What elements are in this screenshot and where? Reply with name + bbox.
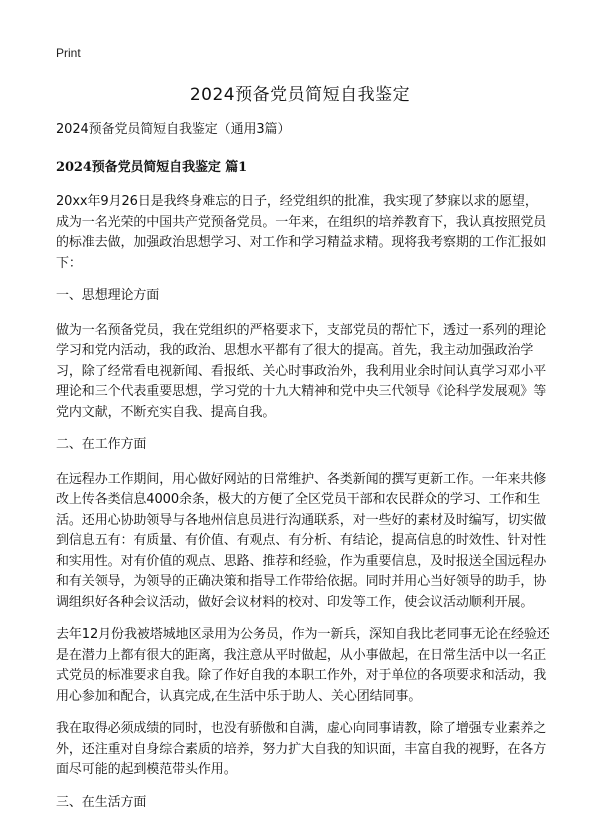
paragraph-work-achievements: 我在取得必须成绩的同时，也没有骄傲和自满，虚心向同事请教，除了增强专业素养之外，还注重对自身综合素质的培养，努力扩大自我的知识面，丰富自我的视野，在各方面尽可能的起到模范带头作用。 [56, 721, 547, 777]
subheading-life: 三、在生活方面 [56, 794, 147, 810]
page-title: 2024预备党员简短自我鉴定 [189, 85, 411, 105]
section-heading: 2024预备党员简短自我鉴定 篇1 [56, 159, 248, 175]
paragraph-thought-theory: 做为一名预备党员，我在党组织的严格要求下，支部党员的帮忙下，透过一系列的理论学习和党内活动，我的政治、思想水平都有了很大的提高。首先，我主动加强政治学习，除了经常看电视新闻、看报纸、关心时事政治外，我利用业余时间认真学习邓小平理论和三个代表重要思想，学习党的十九大精神和党中央三代领导《论科学发展观》等党内文献，不断充实自我、提高自我。 [56, 322, 547, 420]
print-link[interactable]: Print [56, 46, 81, 60]
paragraph-work-remote-office: 在远程办工作期间，用心做好网站的日常维护、各类新闻的撰写更新工作。一年来共修改上传各类信息4000余条，极大的方便了全区党员干部和农民群众的学习、工作和生活。还用心协助领导与各地州信息员进行沟通联系，对一些好的素材及时编写，切实做到信息五有：有质量、有价值、有观点、有分析、有结论，提高信息的时效性、针对性和实用性。对有价值的观点、思路、推荐和经验，作为重要信息，及时报送全国远程办和有关领导，为领导的正确决策和指导工作带给依据。同时并用心当好领导的助手，协调组织好各种会议活动，做好会议材料的校对、印发等工作，使会议活动顺利开展。 [56, 471, 547, 610]
paragraph-work-civil-servant: 去年12月份我被塔城地区录用为公务员，作为一新兵，深知自我比老同事无论在经验还是在潜力上都有很大的距离，我注意从平时做起，从小事做起，在日常生活中以一名正式党员的标准要求自我。除了作好自我的本职工作外，对于单位的各项要求和活动，我用心参加和配合，认真完成,在生活中乐于助人、关心团结同事。 [56, 627, 550, 704]
subheading-thought-theory: 一、思想理论方面 [56, 288, 160, 303]
document-body [56, 120, 550, 827]
document-subtitle: 2024预备党员简短自我鉴定（通用3篇） [56, 122, 291, 137]
subheading-work: 二、在工作方面 [56, 437, 147, 452]
paragraph-intro: 20xx年9月26日是我终身难忘的日子，经党组织的批准，我实现了梦寐以求的愿望，成为一名光荣的中国共产党预备党员。一年来，在组织的培养教育下，我认真按照党员的标准去做，加强政治思想学习、对工作和学习精益求精。现将我考察期的工作汇报如下： [56, 194, 547, 271]
